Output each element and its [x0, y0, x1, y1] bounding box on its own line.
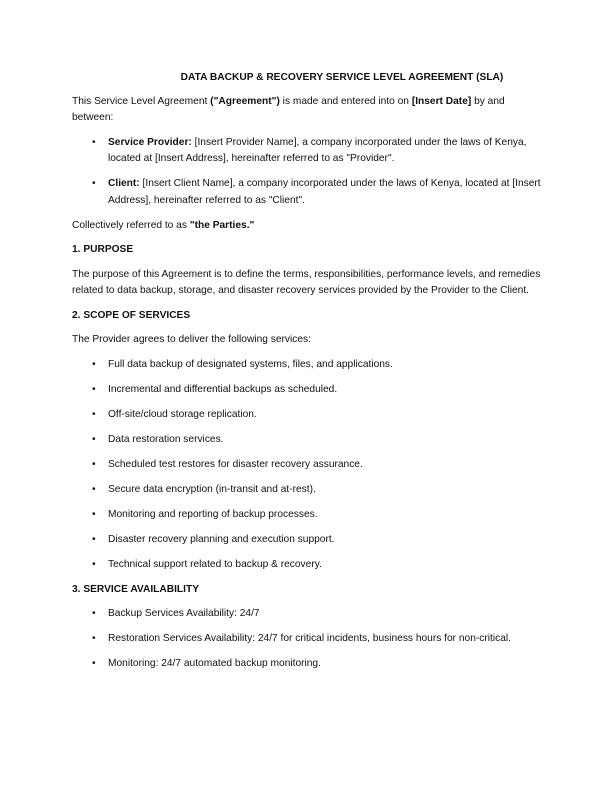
collective-text: Collectively referred to as	[72, 219, 190, 231]
list-item	[72, 457, 542, 474]
list-item-text: Full data backup of designated systems, files, and applications.	[108, 358, 393, 370]
list-item-text: Disaster recovery planning and execution support.	[108, 533, 335, 545]
list-item-text: Monitoring: 24/7 automated backup monitoring.	[108, 658, 321, 669]
list-item	[72, 557, 542, 574]
bullet: •	[92, 408, 96, 420]
party-provider	[72, 135, 542, 168]
bullet: •	[92, 508, 96, 520]
party-label: Service Provider:	[108, 136, 192, 148]
list-item-text: Off-site/cloud storage replication.	[108, 408, 257, 420]
scope-list	[72, 357, 542, 574]
list-item-text: Incremental and differential backups as scheduled.	[108, 383, 338, 395]
bullet: •	[92, 608, 96, 619]
bullet: •	[92, 178, 96, 189]
intro-text-3: by and between:	[72, 95, 505, 123]
bullet: •	[92, 483, 96, 495]
list-item-text: Restoration Services Availability: 24/7 for critical incidents, business hours for non-critical.	[108, 633, 511, 644]
availability-heading: 3. SERVICE AVAILABILITY	[72, 583, 199, 595]
purpose-body: The purpose of this Agreement is to define the terms, responsibilities, performance levels, and remedies related to data backup, storage, and disaster recovery services provided by the Provider to the Client.	[72, 268, 541, 296]
party-label: Client:	[108, 178, 140, 189]
bullet: •	[92, 633, 96, 644]
intro-text-1: This Service Level Agreement	[72, 95, 211, 107]
party-client	[72, 176, 542, 209]
list-item	[72, 606, 542, 623]
parties-list	[72, 135, 542, 210]
party-text: [Insert Provider Name], a company incorporated under the laws of Kenya, located at [Insert Address], hereinafter referred to as "Provider".	[108, 136, 527, 164]
intro-paragraph	[72, 94, 542, 127]
list-item	[72, 407, 542, 424]
list-item	[72, 357, 542, 374]
list-item-text: Monitoring and reporting of backup processes.	[108, 508, 318, 520]
list-item-text: Technical support related to backup & recovery.	[108, 558, 322, 570]
scope-intro: The Provider agrees to deliver the following services:	[72, 334, 311, 345]
list-item	[72, 432, 542, 449]
bullet: •	[92, 533, 96, 545]
bullet: •	[92, 383, 96, 395]
list-item	[72, 482, 542, 499]
list-item-text: Backup Services Availability: 24/7	[108, 608, 260, 619]
scope-heading: 2. SCOPE OF SERVICES	[72, 309, 191, 321]
list-item	[72, 382, 542, 399]
list-item	[72, 507, 542, 524]
list-item	[72, 656, 542, 673]
list-item-text: Data restoration services.	[108, 433, 224, 445]
intro-text-2: is made and entered into on	[279, 95, 412, 107]
intro-agreement-term: ("Agreement")	[210, 95, 280, 107]
bullet: •	[92, 658, 96, 669]
list-item-text: Scheduled test restores for disaster recovery assurance.	[108, 458, 363, 470]
bullet: •	[92, 558, 96, 570]
list-item	[72, 532, 542, 549]
list-item-text: Secure data encryption (in-transit and at-rest).	[108, 483, 316, 495]
list-item	[72, 631, 542, 648]
collective-parties-term: "the Parties."	[189, 219, 255, 231]
party-text: [Insert Client Name], a company incorporated under the laws of Kenya, located at [Insert Address], hereinafter referred to as "Client".	[108, 178, 541, 206]
bullet: •	[92, 433, 96, 445]
availability-list	[72, 606, 542, 673]
document-title: DATA BACKUP & RECOVERY SERVICE LEVEL AGREEMENT (SLA)	[180, 72, 504, 83]
bullet: •	[92, 358, 96, 370]
collective-paragraph	[72, 218, 542, 235]
document-content	[72, 70, 542, 681]
purpose-heading: 1. PURPOSE	[72, 244, 134, 255]
bullet: •	[92, 458, 96, 470]
bullet: •	[92, 136, 96, 148]
intro-date-placeholder: [Insert Date]	[411, 95, 472, 107]
